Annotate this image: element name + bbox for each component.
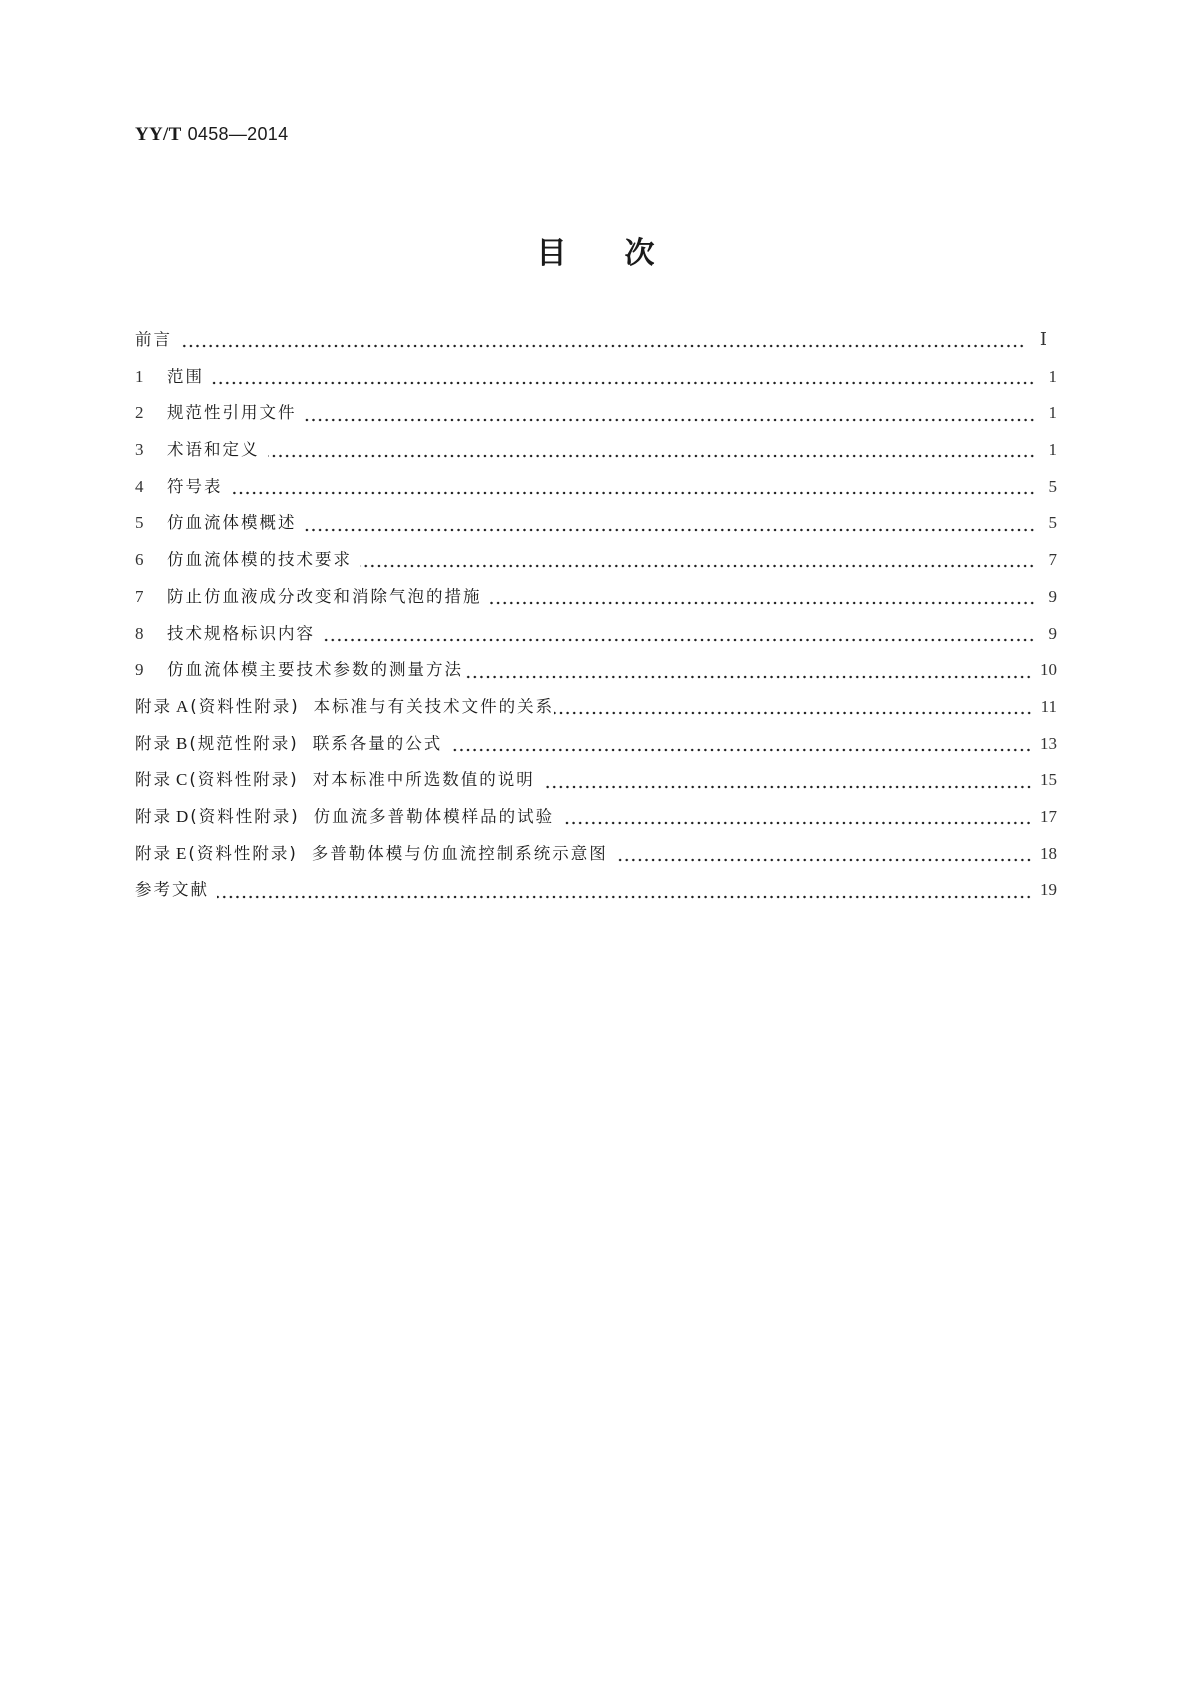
toc-entry-page: 19	[1040, 880, 1057, 900]
appendix-type: (资料性附录)	[188, 843, 298, 863]
dot-leader	[543, 785, 1032, 789]
appendix-type: (资料性附录)	[189, 770, 299, 790]
toc-entry-page: 5	[1048, 476, 1057, 496]
toc-entry-appendix-a[interactable]	[135, 693, 1057, 730]
toc-entry-label: 对本标准中所选数值的说明	[312, 770, 535, 790]
appendix-word: 附录	[135, 806, 172, 826]
appendix-letter: B	[176, 733, 188, 753]
appendix-prefix	[135, 766, 299, 790]
toc-entry-label: 防止仿血液成分改变和消除气泡的措施	[167, 586, 482, 606]
dot-leader	[616, 858, 1032, 862]
toc-entry-foreword[interactable]	[135, 326, 1057, 363]
standard-code-header	[135, 124, 288, 146]
appendix-prefix	[135, 840, 298, 864]
dot-leader	[490, 601, 1036, 605]
appendix-letter: A	[176, 696, 189, 716]
dot-leader	[231, 491, 1036, 495]
dot-leader	[554, 711, 1032, 715]
toc-entry-number: 1	[135, 366, 144, 386]
toc-entry-label: 仿血流体模概述	[167, 513, 297, 533]
toc-entry-number: 6	[135, 550, 144, 570]
dot-leader	[323, 638, 1035, 642]
toc-entry-number: 2	[135, 403, 144, 423]
toc-entry-page: 9	[1048, 586, 1057, 606]
dot-leader	[562, 821, 1032, 825]
appendix-prefix	[135, 730, 299, 754]
dot-leader	[212, 381, 1035, 385]
dot-leader	[305, 528, 1036, 532]
toc-entry-label: 多普勒体模与仿血流控制系统示意图	[311, 843, 608, 863]
toc-entry-page: 1	[1048, 440, 1057, 460]
dot-leader	[217, 895, 1032, 899]
toc-entry-label: 技术规格标识内容	[167, 623, 315, 643]
page-title	[0, 228, 1191, 272]
toc-entry-label: 本标准与有关技术文件的关系	[313, 696, 555, 716]
appendix-type: (规范性附录)	[189, 733, 299, 753]
appendix-type: (资料性附录)	[190, 696, 300, 716]
toc-entry-1[interactable]	[135, 363, 1057, 400]
toc-entry-appendix-c[interactable]	[135, 766, 1057, 803]
dot-leader	[450, 748, 1032, 752]
appendix-word: 附录	[135, 733, 172, 753]
toc-entry-page: 5	[1048, 513, 1057, 533]
toc-entry-page: 18	[1040, 843, 1057, 863]
dot-leader	[180, 344, 1025, 348]
toc-entry-appendix-e[interactable]	[135, 840, 1057, 877]
toc-entry-page: 1	[1048, 403, 1057, 423]
toc-entry-page: Ⅰ	[1039, 329, 1047, 349]
toc-entry-number: 8	[135, 623, 144, 643]
toc-entry-number: 9	[135, 660, 144, 680]
toc-entry-page: 10	[1040, 660, 1057, 680]
standard-number: 0458—2014	[187, 124, 289, 144]
toc-entry-label: 仿血流体模的技术要求	[167, 550, 352, 570]
toc-entry-label: 仿血流体模主要技术参数的测量方法	[167, 660, 463, 680]
dot-leader	[360, 564, 1035, 568]
dot-leader	[268, 454, 1036, 458]
toc-entry-page: 17	[1040, 806, 1057, 826]
appendix-word: 附录	[135, 843, 172, 863]
title-char-2: 次	[624, 236, 655, 271]
toc-entry-8[interactable]	[135, 620, 1057, 657]
toc-entry-label: 联系各量的公式	[312, 733, 443, 753]
toc-entry-9[interactable]	[135, 656, 1057, 693]
toc-entry-label: 仿血流多普勒体模样品的试验	[313, 806, 555, 826]
toc-entry-5[interactable]	[135, 509, 1057, 546]
toc-entry-6[interactable]	[135, 546, 1057, 583]
appendix-letter: C	[176, 770, 188, 790]
toc-entry-appendix-b[interactable]	[135, 730, 1057, 767]
toc-entry-page: 15	[1040, 770, 1057, 790]
toc-entry-number: 3	[135, 440, 144, 460]
toc-entry-4[interactable]	[135, 473, 1057, 510]
toc-entry-7[interactable]	[135, 583, 1057, 620]
appendix-type: (资料性附录)	[190, 806, 300, 826]
toc-entry-label: 符号表	[167, 476, 223, 496]
toc-entry-label: 术语和定义	[167, 440, 260, 460]
appendix-word: 附录	[135, 696, 172, 716]
toc-entry-number: 5	[135, 513, 144, 533]
standard-prefix: YY/T	[135, 124, 182, 145]
toc-entry-page: 9	[1048, 623, 1057, 643]
toc-entry-page: 7	[1048, 550, 1057, 570]
toc-entry-3[interactable]	[135, 436, 1057, 473]
appendix-prefix	[135, 693, 300, 717]
toc-entry-label: 参考文献	[135, 880, 209, 900]
toc-entry-2[interactable]	[135, 399, 1057, 436]
toc-entry-label: 范围	[167, 366, 204, 386]
toc-entry-number: 4	[135, 476, 144, 496]
title-char-1: 目	[536, 236, 567, 271]
toc-entry-page: 11	[1040, 696, 1057, 716]
toc-entry-page: 1	[1048, 366, 1057, 386]
toc-entry-page: 13	[1040, 733, 1057, 753]
toc-entry-number: 7	[135, 586, 144, 606]
toc-entry-label: 规范性引用文件	[167, 403, 297, 423]
dot-leader	[463, 675, 1032, 679]
toc-entry-references[interactable]	[135, 876, 1057, 913]
dot-leader	[305, 418, 1036, 422]
toc-entry-label: 前言	[135, 330, 172, 349]
table-of-contents	[135, 326, 1057, 913]
toc-entry-appendix-d[interactable]	[135, 803, 1057, 840]
appendix-letter: D	[176, 806, 189, 826]
appendix-prefix	[135, 803, 300, 827]
appendix-word: 附录	[135, 770, 172, 790]
appendix-letter: E	[176, 843, 187, 863]
